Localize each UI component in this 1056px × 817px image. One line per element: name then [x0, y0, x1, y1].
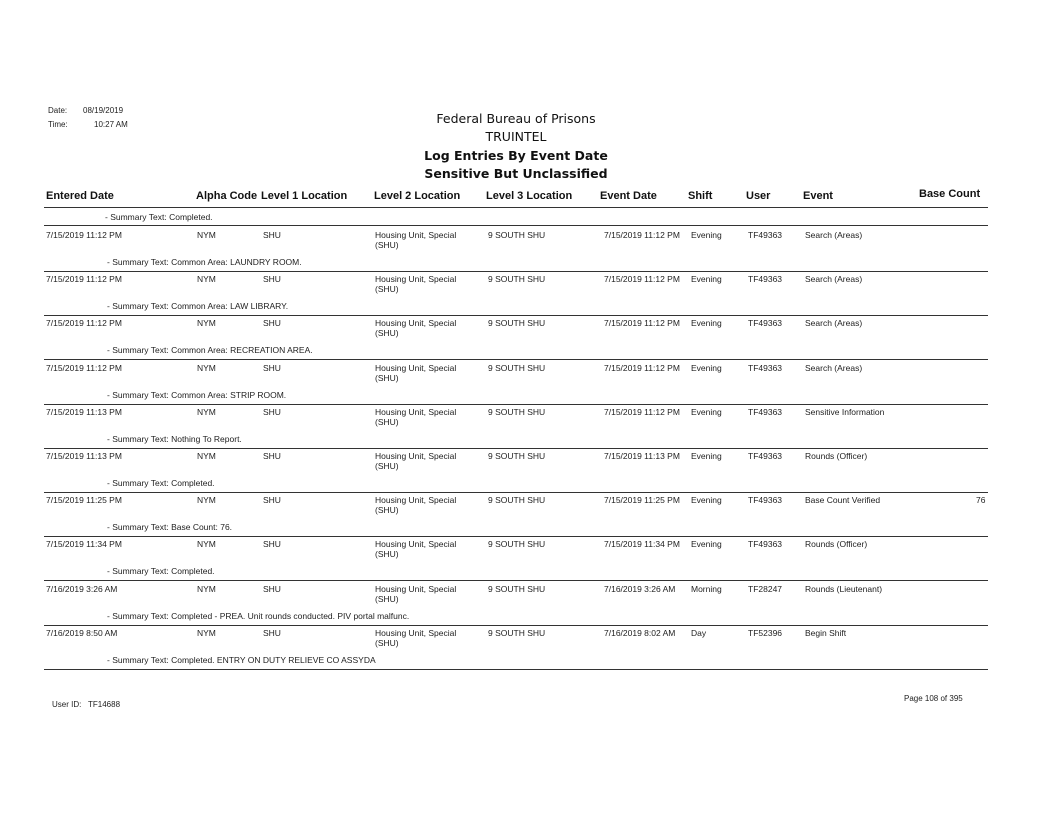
table-row — [0, 230, 1056, 274]
user-cell: TF49363 — [748, 539, 783, 550]
summary-text: - Summary Text: Completed. — [107, 478, 215, 488]
event-date-cell: 7/15/2019 11:12 PM — [604, 274, 680, 285]
level1-cell: SHU — [263, 495, 281, 506]
user-id: TF14688 — [88, 700, 121, 709]
col-entered-date: Entered Date — [46, 190, 114, 202]
user-cell: TF49363 — [748, 230, 783, 240]
event-date-cell: 7/15/2019 11:12 PM — [604, 406, 680, 417]
col-alpha-code: Alpha Code — [196, 190, 258, 202]
entered-date-cell: 7/15/2019 11:13 PM — [46, 451, 122, 461]
table-row — [0, 539, 1056, 583]
table-row — [0, 363, 1056, 407]
report-date: 08/19/2019 — [83, 106, 124, 115]
row-divider — [44, 580, 988, 581]
entered-date-cell: 7/15/2019 11:12 PM — [46, 318, 122, 329]
summary-text: - Summary Text: Completed. — [107, 566, 215, 577]
shift-cell: Evening — [691, 274, 722, 285]
row-divider — [44, 536, 988, 537]
report-time: 10:27 AM — [94, 120, 128, 129]
alpha-code-cell: NYM — [197, 451, 216, 461]
row-divider — [44, 315, 988, 316]
base-count-cell: 76 — [976, 495, 986, 506]
level2-cell: Housing Unit, Special (SHU) — [375, 583, 457, 604]
event-cell: Base Count Verified — [805, 495, 881, 506]
col-level3: Level 3 Location — [486, 190, 573, 202]
alpha-code-cell: NYM — [197, 495, 216, 506]
alpha-code-cell: NYM — [197, 318, 216, 329]
row-divider — [44, 492, 988, 493]
event-cell: Begin Shift — [805, 627, 847, 638]
level2-cell: Housing Unit, Special (SHU) — [375, 451, 457, 471]
level1-cell: SHU — [263, 451, 281, 461]
summary-text: - Summary Text: Completed - PREA. Unit rounds conducted. PIV portal malfunc. — [107, 610, 410, 621]
report-title: Log Entries By Event Date — [424, 148, 608, 163]
shift-cell: Evening — [691, 318, 722, 329]
entered-date-cell: 7/15/2019 11:12 PM — [46, 362, 122, 373]
level3-cell: 9 SOUTH SHU — [488, 495, 546, 506]
level3-cell: 9 SOUTH SHU — [488, 627, 546, 638]
col-level1: Level 1 Location — [261, 190, 348, 202]
level3-cell: 9 SOUTH SHU — [488, 406, 546, 417]
user-cell: TF28247 — [748, 583, 783, 594]
event-cell: Rounds (Lieutenant) — [805, 583, 883, 594]
alpha-code-cell: NYM — [197, 583, 216, 594]
continued-summary: - Summary Text: Completed. — [105, 212, 213, 222]
summary-text: - Summary Text: Completed. ENTRY ON DUTY RELIEVE CO ASSYDA — [107, 654, 376, 665]
col-event: Event — [803, 190, 833, 202]
level1-cell: SHU — [263, 362, 281, 373]
time-label: Time: — [48, 120, 68, 129]
level1-cell: SHU — [263, 274, 281, 285]
shift-cell: Evening — [691, 406, 722, 417]
level2-cell: Housing Unit, Special (SHU) — [375, 539, 457, 560]
table-row — [0, 407, 1056, 451]
user-cell: TF49363 — [748, 274, 783, 285]
level1-cell: SHU — [263, 318, 281, 329]
level3-cell: 9 SOUTH SHU — [488, 274, 546, 285]
event-date-cell: 7/15/2019 11:13 PM — [604, 451, 680, 461]
table-row — [0, 628, 1056, 672]
table-row — [0, 495, 1056, 539]
level1-cell: SHU — [263, 539, 281, 550]
system-title: TRUINTEL — [485, 129, 547, 144]
entered-date-cell: 7/15/2019 11:25 PM — [46, 495, 122, 506]
level3-cell: 9 SOUTH SHU — [488, 539, 546, 550]
shift-cell: Morning — [691, 583, 722, 594]
event-cell: Sensitive Information — [805, 406, 885, 417]
level1-cell: SHU — [263, 230, 281, 240]
level2-cell: Housing Unit, Special (SHU) — [375, 274, 457, 295]
entered-date-cell: 7/15/2019 11:12 PM — [46, 274, 122, 285]
col-shift: Shift — [688, 190, 713, 202]
event-cell: Search (Areas) — [805, 318, 863, 329]
summary-text: - Summary Text: Common Area: LAUNDRY ROOM. — [107, 257, 302, 267]
col-event-date: Event Date — [600, 190, 657, 202]
event-cell: Search (Areas) — [805, 362, 863, 373]
entered-date-cell: 7/15/2019 11:34 PM — [46, 539, 122, 550]
user-cell: TF49363 — [748, 318, 783, 329]
event-cell: Rounds (Officer) — [805, 539, 868, 550]
level2-cell: Housing Unit, Special (SHU) — [375, 230, 457, 250]
alpha-code-cell: NYM — [197, 627, 216, 638]
shift-cell: Evening — [691, 362, 722, 373]
event-cell: Search (Areas) — [805, 274, 863, 285]
row-divider — [44, 271, 988, 272]
event-date-cell: 7/15/2019 11:12 PM — [604, 362, 680, 373]
entered-date-cell: 7/16/2019 3:26 AM — [46, 583, 118, 594]
table-row — [0, 451, 1056, 495]
event-date-cell: 7/15/2019 11:34 PM — [604, 539, 680, 550]
row-divider — [44, 669, 988, 670]
summary-text: - Summary Text: Nothing To Report. — [107, 433, 242, 444]
user-cell: TF52396 — [748, 627, 783, 638]
classification-title: Sensitive But Unclassified — [424, 166, 608, 181]
row-divider — [44, 359, 988, 360]
summary-text: - Summary Text: Common Area: RECREATION AREA. — [107, 345, 313, 356]
summary-text: - Summary Text: Common Area: STRIP ROOM. — [107, 389, 287, 400]
header-rule — [44, 207, 988, 208]
row-divider — [44, 625, 988, 626]
alpha-code-cell: NYM — [197, 230, 216, 240]
date-label: Date: — [48, 106, 68, 115]
event-date-cell: 7/15/2019 11:12 PM — [604, 318, 680, 329]
shift-cell: Evening — [691, 495, 722, 506]
org-title: Federal Bureau of Prisons — [436, 111, 596, 126]
table-row — [0, 318, 1056, 362]
alpha-code-cell: NYM — [197, 539, 216, 550]
entered-date-cell: 7/15/2019 11:12 PM — [46, 230, 122, 240]
alpha-code-cell: NYM — [197, 406, 216, 417]
alpha-code-cell: NYM — [197, 274, 216, 285]
level2-cell: Housing Unit, Special (SHU) — [375, 495, 457, 516]
user-cell: TF49363 — [748, 451, 783, 461]
entered-date-cell: 7/16/2019 8:50 AM — [46, 627, 118, 638]
table-row — [0, 584, 1056, 628]
table-row — [0, 274, 1056, 318]
alpha-code-cell: NYM — [197, 362, 216, 373]
level2-cell: Housing Unit, Special (SHU) — [375, 362, 457, 383]
level2-cell: Housing Unit, Special (SHU) — [375, 318, 457, 339]
col-level2: Level 2 Location — [374, 190, 461, 202]
col-base-count: Base Count — [919, 188, 981, 200]
level3-cell: 9 SOUTH SHU — [488, 451, 546, 461]
user-cell: TF49363 — [748, 362, 783, 373]
event-date-cell: 7/16/2019 3:26 AM — [604, 583, 676, 594]
event-date-cell: 7/16/2019 8:02 AM — [604, 627, 676, 638]
level2-cell: Housing Unit, Special (SHU) — [375, 627, 457, 648]
user-cell: TF49363 — [748, 495, 783, 506]
level3-cell: 9 SOUTH SHU — [488, 230, 546, 240]
level1-cell: SHU — [263, 583, 281, 594]
level3-cell: 9 SOUTH SHU — [488, 583, 546, 594]
event-cell: Rounds (Officer) — [805, 451, 868, 461]
shift-cell: Evening — [691, 539, 722, 550]
row-divider — [44, 225, 988, 226]
event-date-cell: 7/15/2019 11:12 PM — [604, 230, 680, 240]
summary-text: - Summary Text: Base Count: 76. — [107, 522, 233, 533]
summary-text: - Summary Text: Common Area: LAW LIBRARY. — [107, 301, 289, 312]
shift-cell: Evening — [691, 451, 722, 461]
level3-cell: 9 SOUTH SHU — [488, 318, 546, 329]
event-date-cell: 7/15/2019 11:25 PM — [604, 495, 680, 506]
row-divider — [44, 448, 988, 449]
row-divider — [44, 404, 988, 405]
shift-cell: Day — [691, 627, 707, 638]
level3-cell: 9 SOUTH SHU — [488, 362, 546, 373]
level2-cell: Housing Unit, Special (SHU) — [375, 406, 457, 427]
level1-cell: SHU — [263, 627, 281, 638]
level1-cell: SHU — [263, 406, 281, 417]
entered-date-cell: 7/15/2019 11:13 PM — [46, 406, 122, 417]
event-cell: Search (Areas) — [805, 230, 863, 240]
user-cell: TF49363 — [748, 406, 783, 417]
shift-cell: Evening — [691, 230, 722, 240]
user-id-label: User ID: — [52, 700, 82, 709]
page-number: Page 108 of 395 — [904, 694, 963, 703]
col-user: User — [746, 190, 771, 202]
